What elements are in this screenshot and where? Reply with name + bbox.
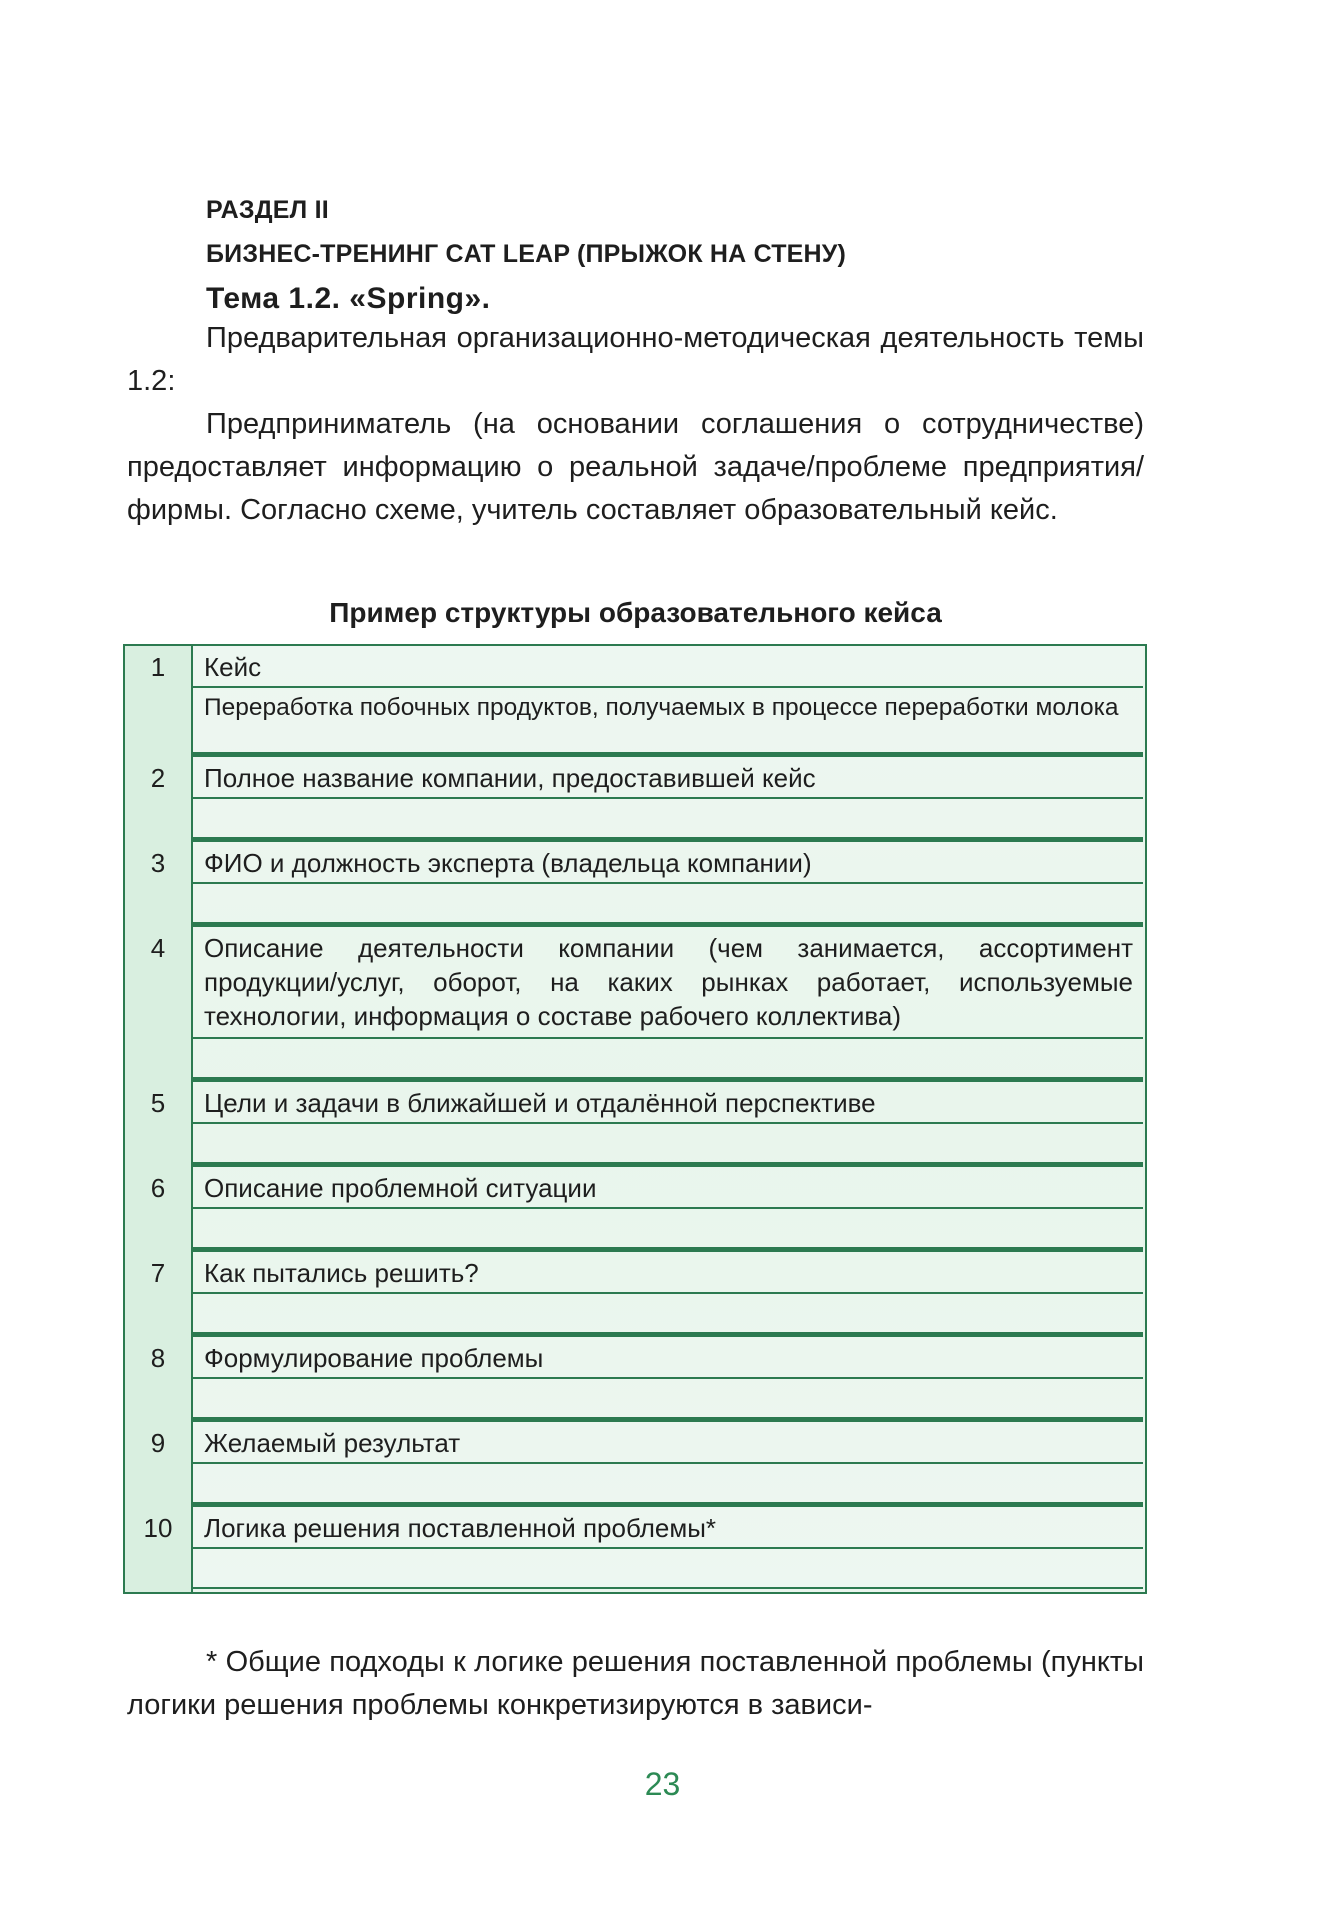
- row-label: Формулирование проблемы: [193, 1337, 1143, 1379]
- row-answer-field[interactable]: [193, 1124, 1143, 1164]
- row-label: Как пытались решить?: [193, 1252, 1143, 1294]
- row-answer-field[interactable]: [193, 1039, 1143, 1079]
- row-detail: Переработка побочных продуктов, получаемых в процессе переработки молока: [193, 688, 1143, 754]
- row-number: 7: [150, 1258, 166, 1288]
- row-number: 2: [150, 763, 166, 793]
- row-number: 3: [150, 848, 166, 878]
- row-number: 8: [150, 1343, 166, 1373]
- row-answer-field[interactable]: [193, 884, 1143, 924]
- row-label: Кейс: [193, 646, 1143, 688]
- case-structure-table: [123, 644, 1147, 1594]
- topic-heading: Тема 1.2. «Spring».: [206, 282, 491, 315]
- row-label: Описание проблемной ситуации: [193, 1167, 1143, 1209]
- row-number: 6: [150, 1173, 166, 1203]
- row-label: ФИО и должность эксперта (владельца компании): [193, 842, 1143, 884]
- row-number: 4: [150, 933, 166, 963]
- row-label: Логика решения поставленной проблемы*: [193, 1507, 1143, 1549]
- row-label: Желаемый результат: [193, 1422, 1143, 1464]
- row-label: Полное название компании, предоставившей кейс: [193, 757, 1143, 799]
- row-answer-field[interactable]: [193, 1464, 1143, 1504]
- row-number: 1: [150, 652, 166, 682]
- row-number: 10: [143, 1513, 173, 1543]
- row-number: 9: [150, 1428, 166, 1458]
- row-number: 5: [150, 1088, 166, 1118]
- page-number: 23: [644, 1766, 681, 1802]
- row-answer-field[interactable]: [193, 1379, 1143, 1419]
- row-answer-field[interactable]: [193, 1209, 1143, 1249]
- table-caption: Пример структуры образовательного кейса: [329, 597, 942, 628]
- paragraph-intro: Предварительная организационно-методическая деятельность темы 1.2:: [127, 322, 1144, 397]
- row-label: Цели и задачи в ближайшей и отдалённой перспективе: [193, 1082, 1143, 1124]
- row-label: Описание деятельности компании (чем занимается, ассортимент продукции/услуг, оборот, на каких рынках работает, используемые технологии, информация о составе рабочего коллектива): [193, 927, 1143, 1039]
- footnote: * Общие подходы к логике решения поставленной проблемы (пункты логики решения проблемы конкретизируются в зависи-: [127, 1646, 1144, 1721]
- row-answer-field[interactable]: [193, 1549, 1143, 1589]
- section-heading: РАЗДЕЛ II: [206, 196, 329, 224]
- section-title: БИЗНЕС-ТРЕНИНГ CAT LEAP (ПРЫЖОК НА СТЕНУ): [206, 240, 847, 268]
- row-answer-field[interactable]: [193, 1294, 1143, 1334]
- row-answer-field[interactable]: [193, 799, 1143, 839]
- paragraph-entrepreneur: Предприниматель (на основании соглашения о сотрудничестве) предоставляет информацию о реальной задаче/проблеме предприятия/фирмы. Согласно схеме, учитель составляет образовательный кейс.: [127, 408, 1144, 526]
